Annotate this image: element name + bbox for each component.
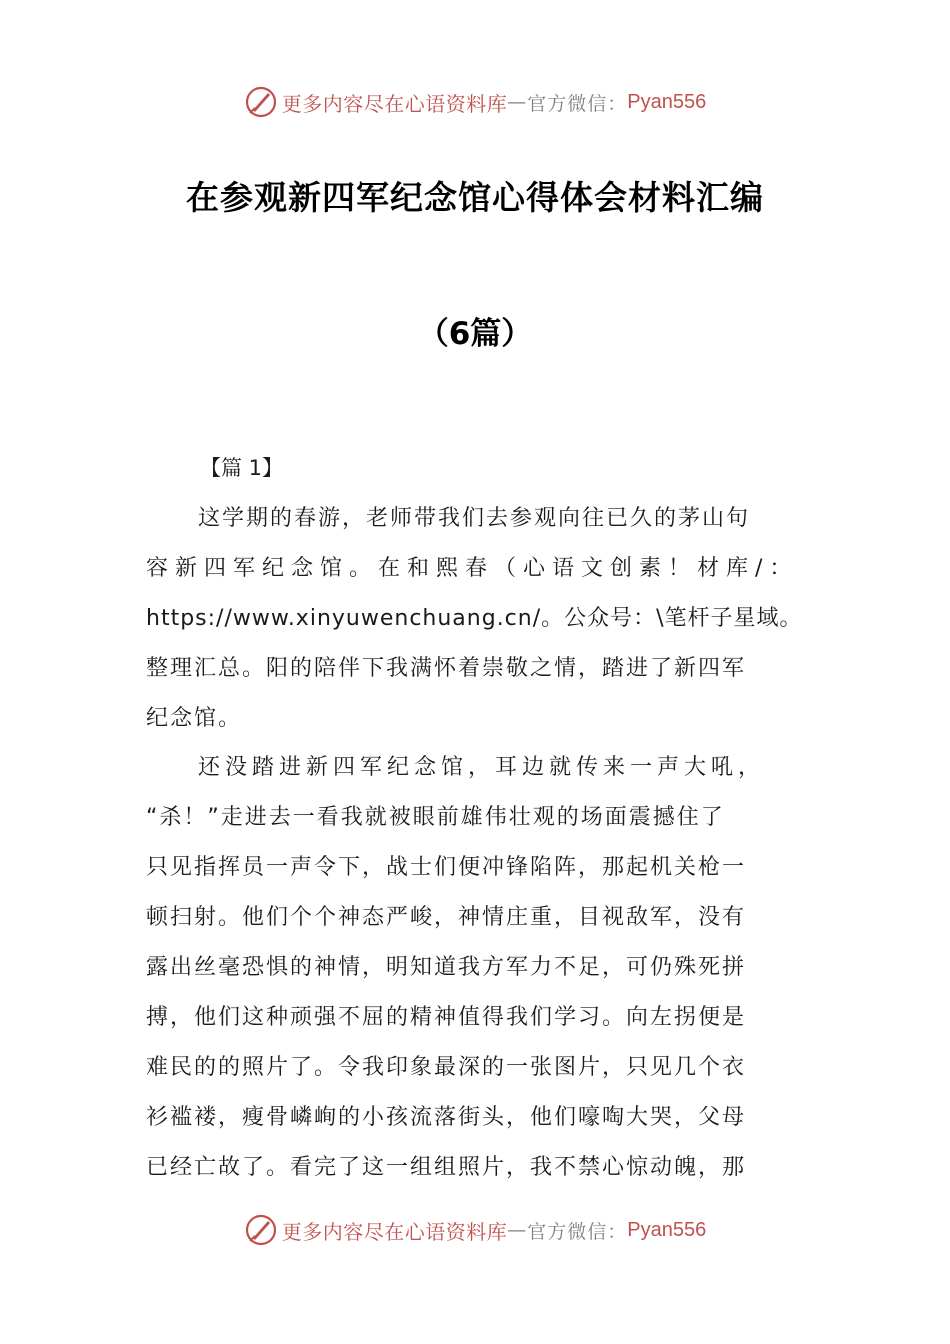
banner-dash: —	[507, 1219, 528, 1241]
paragraph-line: “杀！”走进去一看我就被眼前雄伟壮观的场面震撼住了	[146, 805, 725, 830]
paragraph-line: 难民的的照片了。令我印象最深的一张图片，只见几个衣	[146, 1055, 747, 1080]
paragraph-line: 容新四军纪念馆。在和熙春（心语文创素！材库/：	[146, 556, 799, 581]
paragraph-line: 只见指挥员一声令下，战士们便冲锋陷阵，那起机关枪一	[146, 855, 747, 880]
quill-logo-icon	[244, 85, 278, 119]
paragraph-line: 还没踏进新四军纪念馆，耳边就传来一声大吼，	[198, 755, 766, 780]
footer-banner	[0, 1210, 950, 1250]
paragraph-line: https://www.xinyuwenchuang.cn/。公众号：\笔杆子星域。	[146, 606, 803, 631]
paragraph-2	[146, 743, 806, 1193]
paragraph-line: 顿扫射。他们个个神态严峻，神情庄重，目视敌军，没有	[146, 905, 747, 930]
paragraph-line: 衫褴褛，瘦骨嶙峋的小孩流落街头，他们嚎啕大哭，父母	[146, 1105, 747, 1130]
header-banner	[0, 82, 950, 122]
document-title: 在参观新四军纪念馆心得体会材料汇编	[186, 178, 764, 217]
paragraph-line: 纪念馆。	[146, 706, 243, 731]
paragraph-line: 搏，他们这种顽强不屈的精神值得我们学习。向左拐便是	[146, 1005, 747, 1030]
banner-text: 更多内容尽在心语资料库	[281, 1219, 508, 1244]
paragraph-line: 整理汇总。阳的陪伴下我满怀着崇敬之情，踏进了新四军	[146, 656, 747, 681]
section-label: 【篇 1】	[200, 456, 284, 480]
paragraph-line: 已经亡故了。看完了这一组组照片，我不禁心惊动魄，那	[146, 1155, 747, 1180]
banner-wechat-id: Pyan556	[627, 90, 707, 113]
document-subtitle: （6篇）	[417, 316, 533, 352]
paragraph-line: 露出丝毫恐惧的神情，明知道我方军力不足，可仍殊死拼	[146, 955, 747, 980]
paragraph-1	[146, 494, 806, 744]
banner-wechat-label: 官方微信：	[527, 1220, 628, 1243]
banner-wechat-id: Pyan556	[627, 1218, 707, 1241]
quill-logo-icon	[244, 1213, 278, 1247]
banner-dash: —	[507, 91, 528, 113]
paragraph-line: 这学期的春游，老师带我们去参观向往已久的茅山句	[198, 506, 751, 531]
banner-wechat-label: 官方微信：	[527, 92, 628, 115]
banner-text: 更多内容尽在心语资料库	[281, 91, 508, 116]
